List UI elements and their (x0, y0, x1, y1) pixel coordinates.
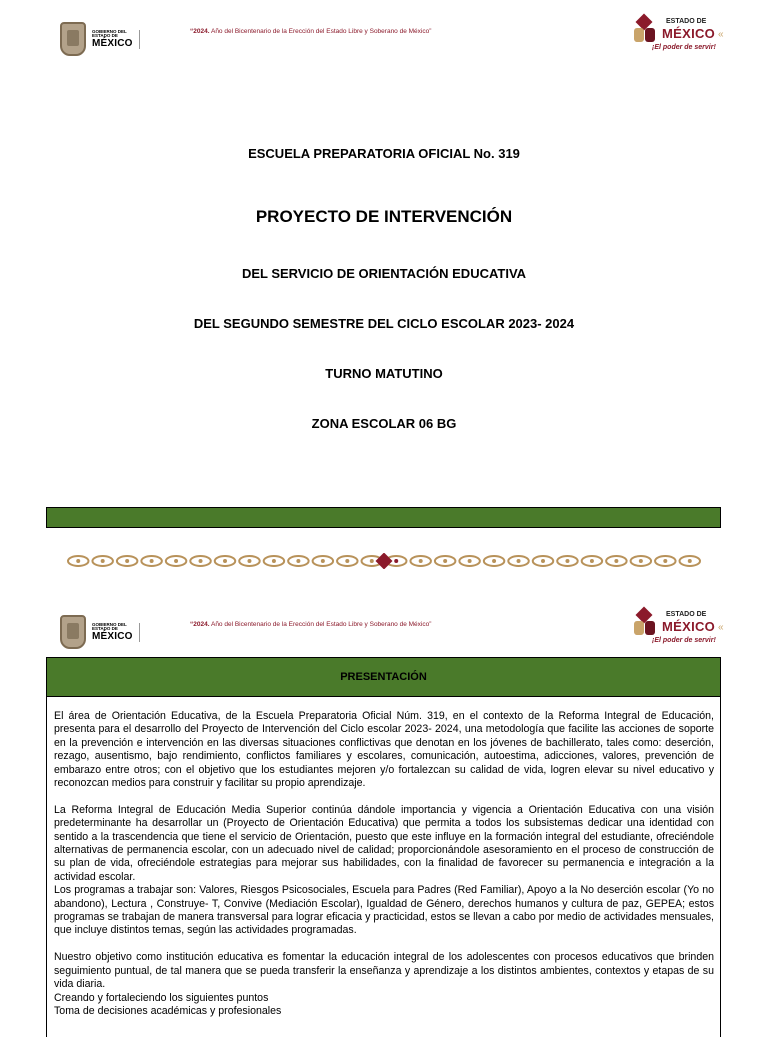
estado-mark-icon (634, 16, 658, 46)
edo-slogan: ¡El poder de servir! (652, 44, 716, 51)
list-line-2: Toma de decisiones académicas y profesionales (54, 1004, 282, 1017)
paragraph-2: La Reforma Integral de Educación Media Superior continúa dándole importancia y vigencia a Orientación Educativa con una visión predeterminante ha desarrollar un (Proyecto de Orientación Educativa) que permita a todos los subsistemas dedicar una identidad con sentido a la trascendencia que tiene el servicio de Orientación, puesto que este influye en la formación integral del estudiante, ofreciéndole alternativas de permanencia escolar, con un adecuado nivel de calidad; proporcionándole asesoramiento en el proceso de construcción de su plan de vida, ofreciéndole estrategias para mejorar sus habilidades, con la finalidad de favorecer su permanencia e integración a la actividad escolar. (54, 803, 714, 883)
motto-text: Año del Bicentenario de la Erección del Estado Libre y Soberano de México” (209, 28, 432, 35)
motto-year: “2024. (190, 28, 210, 35)
estado-logo (632, 607, 732, 651)
estado-logo (632, 14, 732, 58)
page-header-1 (0, 10, 768, 70)
gov-big-text: MÉXICO (92, 630, 133, 642)
paragraph-3: Los programas a trabajar son: Valores, Riesgos Psicosociales, Escuela para Padres (Red Familiar), Apoyo a la No deserción escolar (Yo no abandono), Lectura , Construye- T, Convive (Mediación Escolar), Igualdad de Género, derechos humanos y cultura de paz, GEPEA; estos programas se trabajan de manera transversal para lograr eficacia y practicidad, estos se llevan a cabo por medio de actividades mensuales, que incluye distintos temas, según las actividades programadas. (54, 884, 714, 937)
school-name: ESCUELA PREPARATORIA OFICIAL No. 319 (248, 146, 520, 161)
chevron-left-icon: « (718, 622, 724, 633)
gov-small-text: GOBIERNO DEL (92, 28, 127, 34)
paragraph-1: El área de Orientación Educativa, de la Escuela Preparatoria Oficial Núm. 319, en el contexto de la Reforma Integral de Educación, presenta para el desarrollo del Proyecto de Intervención del Ciclo escolar 2023- 2024, una metodología que facilite las acciones de soporte en la prevención e intervención en las diversas situaciones conflictivas que denotan en los jóvenes de bachillerato, tales como: deserción, rezago, ausentismo, bajo rendimiento, conflictos familiares y escolares, comunicación, autoestima, adicciones, valores, prevención de embarazo entre otros; con el objetivo que los estudiantes mejoren y/o fortalezcan su calidad de vida, logren elevar su nivel educativo y reconozcan medios para construir y facilitar su propio aprendizaje. (54, 710, 714, 790)
motto-text: Año del Bicentenario de la Erección del Estado Libre y Soberano de México” (209, 621, 432, 628)
gov-small-text: GOBIERNO DEL (92, 621, 127, 627)
list-line-1: Creando y fortaleciendo los siguientes puntos (54, 991, 269, 1004)
coat-of-arms-icon (60, 22, 86, 56)
semester-title: DEL SEGUNDO SEMESTRE DEL CICLO ESCOLAR 2023- 2024 (193, 316, 575, 331)
gov-small-text-2: ESTADO DE (92, 626, 118, 631)
gobierno-logo (60, 609, 140, 655)
gov-big-text: MÉXICO (92, 37, 133, 49)
gov-small-text-2: ESTADO DE (92, 33, 118, 38)
project-title: PROYECTO DE INTERVENCIÓN (255, 207, 513, 226)
edo-slogan: ¡El poder de servir! (652, 637, 716, 644)
page-header-2 (0, 603, 768, 663)
coat-of-arms-icon (60, 615, 86, 649)
paragraph-4: Nuestro objetivo como institución educativa es fomentar la educación integral de los adolescentes con procesos educativos que brinden seguimiento puntual, de tal manera que se pueda transferir la enseñanza y aprendizaje a los distintos ambientes, contextos y etapas de su vida diaria. (54, 951, 714, 991)
section-heading: PRESENTACIÓN (46, 657, 721, 697)
chevron-left-icon: « (718, 29, 724, 40)
section-body (46, 697, 721, 1037)
motto-year: “2024. (190, 621, 210, 628)
edo-estado-text: ESTADO DE (666, 611, 707, 618)
edo-mexico-text: MÉXICO (662, 26, 716, 41)
service-title: DEL SERVICIO DE ORIENTACIÓN EDUCATIVA (241, 266, 527, 281)
green-divider-bar (46, 507, 721, 528)
zone-title: ZONA ESCOLAR 06 BG (311, 416, 457, 431)
ornament-border (66, 553, 702, 569)
shift-title: TURNO MATUTINO (325, 366, 443, 381)
header-motto (190, 621, 431, 628)
edo-mexico-text: MÉXICO (662, 619, 716, 634)
header-motto (190, 28, 431, 35)
estado-mark-icon (634, 609, 658, 639)
gobierno-logo (60, 16, 140, 62)
edo-estado-text: ESTADO DE (666, 18, 707, 25)
